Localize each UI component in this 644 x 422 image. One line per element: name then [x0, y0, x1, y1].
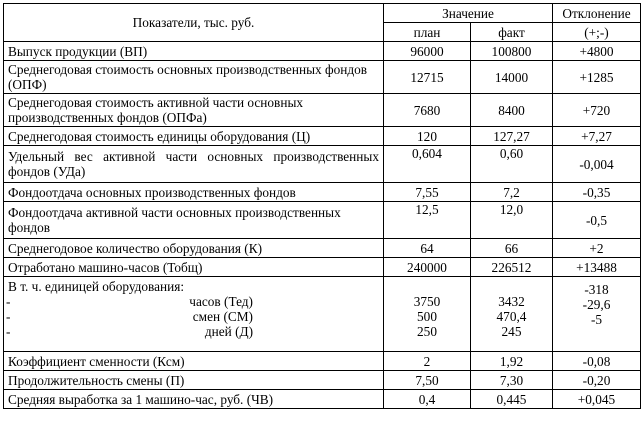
- row-fact: 3432: [498, 294, 525, 309]
- header-indicator: Показатели, тыс. руб.: [4, 4, 384, 42]
- row-deviation: +7,27: [553, 127, 641, 146]
- row-deviation: -318: [584, 282, 609, 297]
- row-name: Удельный вес активной части основных производственных фондов (УДа): [4, 146, 384, 183]
- row-plan: 240000: [384, 258, 471, 277]
- per-unit-item: [8, 294, 379, 309]
- row-plan: 250: [417, 324, 437, 339]
- row-fact: 127,27: [471, 127, 553, 146]
- row-fact: 470,4: [496, 309, 527, 324]
- row-fact: 0,60: [471, 146, 553, 183]
- row-fact: 12,0: [471, 202, 553, 239]
- row-plan: 7680: [384, 94, 471, 127]
- dash-marker: -: [6, 324, 11, 339]
- row-name: Фондоотдача основных производственных фондов: [4, 183, 384, 202]
- row-plan: 3750: [413, 294, 441, 309]
- row-deviation: +1285: [553, 61, 641, 94]
- row-fact: 7,30: [471, 371, 553, 390]
- row-plan: 120: [384, 127, 471, 146]
- row-deviation: -0,35: [553, 183, 641, 202]
- row-fact: 8400: [471, 94, 553, 127]
- table-row: [4, 371, 641, 390]
- table-row: [4, 94, 641, 127]
- row-name: Среднегодовая стоимость основных производственных фондов (ОПФ): [4, 61, 384, 94]
- row-deviation: -0,20: [553, 371, 641, 390]
- row-plan: 7,55: [384, 183, 471, 202]
- per-unit-item-name: часов (Тед): [189, 294, 253, 309]
- per-unit-item-name: смен (СМ): [192, 309, 253, 324]
- table-row-per-unit: [4, 277, 641, 352]
- row-plan: 96000: [384, 42, 471, 61]
- row-fact: 1,92: [471, 352, 553, 371]
- row-deviation: -0,08: [553, 352, 641, 371]
- table-row: [4, 390, 641, 409]
- header-deviation-sign: (+;-): [553, 23, 641, 42]
- table-row: [4, 61, 641, 94]
- row-plan: 7,50: [384, 371, 471, 390]
- per-unit-item-name: дней (Д): [204, 324, 253, 339]
- row-deviation: -0,5: [553, 202, 641, 239]
- dash-marker: -: [6, 309, 11, 324]
- row-name: Фондоотдача активной части основных производственных фондов: [4, 202, 384, 239]
- row-name: Среднегодовая стоимость единицы оборудования (Ц): [4, 127, 384, 146]
- row-plan: 12715: [384, 61, 471, 94]
- row-deviation: +4800: [553, 42, 641, 61]
- table-row: [4, 146, 641, 183]
- table-row: [4, 239, 641, 258]
- header-value: Значение: [384, 4, 553, 23]
- dash-marker: -: [6, 294, 11, 309]
- row-fact: 7,2: [471, 183, 553, 202]
- row-name: Продолжительность смены (П): [4, 371, 384, 390]
- row-deviation: +0,045: [553, 390, 641, 409]
- row-deviation: +13488: [553, 258, 641, 277]
- row-plan: 0,604: [384, 146, 471, 183]
- row-fact: 14000: [471, 61, 553, 94]
- row-name: Коэффициент сменности (Ксм): [4, 352, 384, 371]
- row-fact: 245: [501, 324, 522, 339]
- row-deviation: +720: [553, 94, 641, 127]
- table-row: [4, 258, 641, 277]
- table-row: [4, 42, 641, 61]
- table-row: [4, 202, 641, 239]
- per-unit-item: [8, 324, 379, 339]
- row-name: Среднегодовое количество оборудования (К): [4, 239, 384, 258]
- row-deviation: -5: [590, 312, 603, 327]
- row-name: Отработано машино-часов (Тобщ): [4, 258, 384, 277]
- per-unit-cell: [4, 277, 384, 352]
- row-plan: 2: [384, 352, 471, 371]
- row-deviation: -29,6: [582, 297, 611, 312]
- row-name: Выпуск продукции (ВП): [4, 42, 384, 61]
- per-unit-item: [8, 309, 379, 324]
- row-name: Средняя выработка за 1 машино-час, руб. (ЧВ): [4, 390, 384, 409]
- row-fact: 0,445: [471, 390, 553, 409]
- row-name: Среднегодовая стоимость активной части основных производственных фондов (ОПФа): [4, 94, 384, 127]
- row-deviation: -0,004: [553, 146, 641, 183]
- row-fact: 66: [471, 239, 553, 258]
- header-deviation: Отклонение: [553, 4, 641, 23]
- row-plan: 12,5: [384, 202, 471, 239]
- header-fact: факт: [471, 23, 553, 42]
- row-fact: 226512: [471, 258, 553, 277]
- row-plan: 64: [384, 239, 471, 258]
- table-row: [4, 127, 641, 146]
- header-plan: план: [384, 23, 471, 42]
- per-unit-fact-cell: [471, 277, 553, 352]
- row-plan: 500: [417, 309, 437, 324]
- row-plan: 0,4: [384, 390, 471, 409]
- row-fact: 100800: [471, 42, 553, 61]
- analysis-table: [3, 3, 641, 409]
- table-row: [4, 183, 641, 202]
- per-unit-plan-cell: [384, 277, 471, 352]
- row-deviation: +2: [553, 239, 641, 258]
- per-unit-title: В т. ч. единицей оборудования:: [8, 279, 185, 294]
- table-row: [4, 352, 641, 371]
- per-unit-deviation-cell: [553, 277, 641, 352]
